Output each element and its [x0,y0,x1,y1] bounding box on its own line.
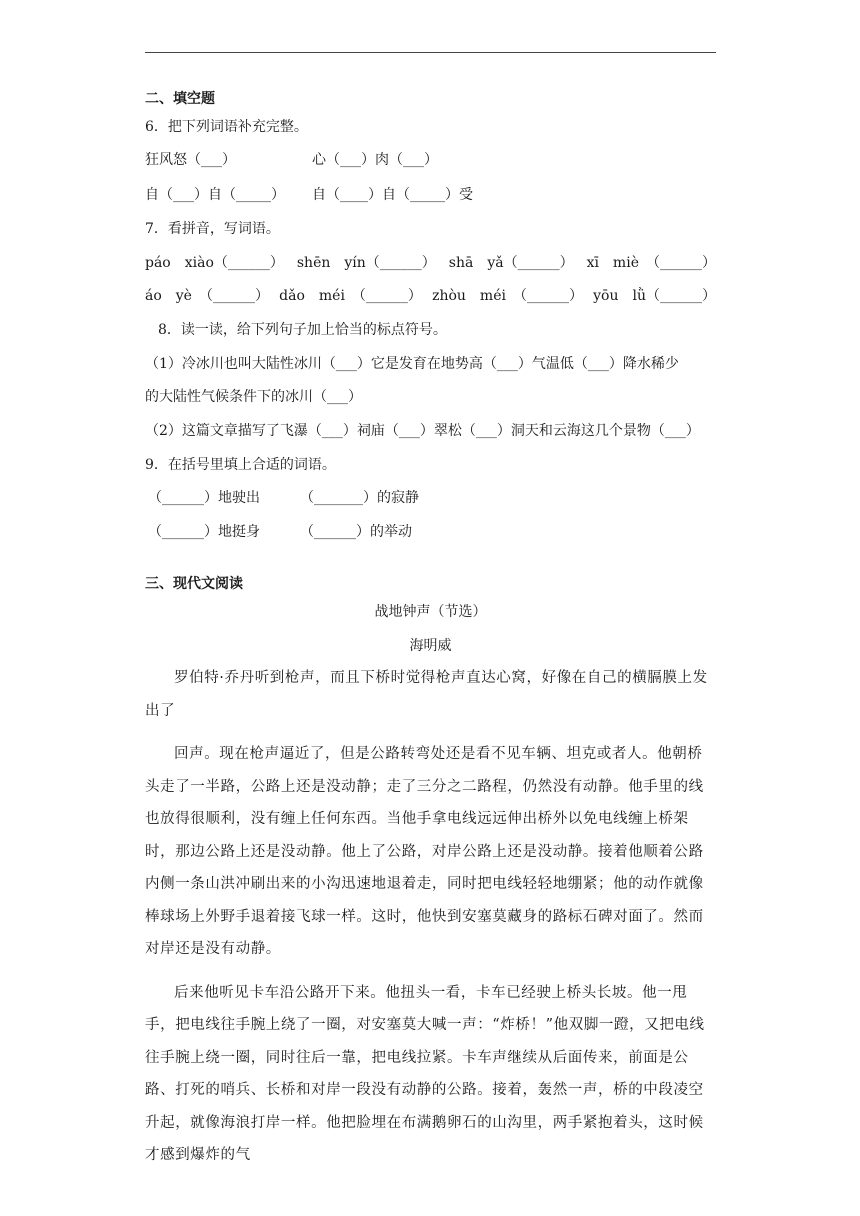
passage-body [145,662,716,1172]
passage-paragraph: 后来他听见卡车沿公路开下来。他扭头一看，卡车已经驶上桥头长坡。他一甩手，把电线往手腕上绕了一圈，对安塞莫大喊一声：“炸桥！”他双脚一蹬，又把电线往手腕上绕一圈，同时往后一靠，把电线拉紧。卡车声继续从后面传来，前面是公路、打死的哨兵、长桥和对岸一段没有动静的公路。接着，轰然一声，桥的中段凌空升起，就像海浪打岸一样。他把脸埋在布满鹅卵石的山沟里，两手紧抱着头，这时候才感到爆炸的气 [145,984,705,1163]
question-9-item: （_______）的寂静 [300,490,419,506]
question-8-sentence-1-cont: 的大陆性气候条件下的冰川（___） [145,389,362,405]
pinyin-item: páo xiào（______） [145,255,284,271]
question-6-item: 自（____）自（_____）受 [312,187,473,203]
question-7-stem: 7．看拼音，写词语。 [145,221,280,237]
question-6-item: 自（___）自（_____） [145,187,285,203]
section-heading-fill-blank: 二、填空题 [145,91,215,107]
pinyin-item: zhòu méi （______） [432,288,583,304]
question-9-item: （______）的举动 [300,524,412,540]
passage-paragraph: 回声。现在枪声逼近了，但是公路转弯处还是看不见车辆、坦克或者人。他朝桥头走了一半路，公路上还是没动静；走了三分之二路程，仍然没有动静。他手里的线也放得很顺利，没有缠上任何东西。当他手拿电线远远伸出桥外以免电线缠上桥架时，那边公路上还是没动静。他上了公路，对岸公路上还是没动静。接着他顺着公路内侧一条山洪冲刷出来的小沟迅速地退着走，同时把电线轻轻地绷紧；他的动作就像棒球场上外野手退着接飞球一样。这时，他快到安塞莫藏身的路标石碑对面了。然而对岸还是没有动静。 [145,746,704,957]
pinyin-item: shā yǎ（______） [448,255,574,271]
pinyin-item: xī miè （______） [586,255,716,271]
question-9-item: （______）地挺身 [148,524,260,540]
pinyin-row-1 [145,253,716,273]
question-6-stem: 6．把下列词语补充完整。 [145,119,308,135]
pinyin-item: áo yè （______） [145,288,269,304]
question-9-item: （______）地驶出 [148,490,260,506]
passage-author: 海明威 [409,638,452,654]
question-8-sentence-2: （2）这篇文章描写了飞瀑（___）祠庙（___）翠松（___）洞天和云海这几个景物（___） [145,423,700,439]
passage-paragraph: 罗伯特·乔丹听到枪声，而且下桥时觉得枪声直达心窝，好像在自己的横膈膜上发出了 [145,670,708,719]
question-6-item: 心（___）肉（___） [312,152,438,168]
pinyin-item: shēn yín（______） [296,255,436,271]
passage-title: 战地钟声（节选） [374,604,487,620]
question-8-stem: 8．读一读，给下列句子加上恰当的标点符号。 [158,322,447,338]
question-9-stem: 9．在括号里填上合适的词语。 [145,457,336,473]
header-rule [145,52,716,53]
section-heading-reading: 三、现代文阅读 [145,576,243,592]
pinyin-item: yōu lǜ（______） [593,288,716,304]
pinyin-item: dǎo méi （______） [279,288,422,304]
question-8-sentence-1: （1）冷冰川也叫大陆性冰川（___）它是发育在地势高（___）气温低（___）降水稀少 [145,356,679,372]
pinyin-row-2 [145,286,716,306]
question-6-item: 狂风怒（___） [145,152,236,168]
